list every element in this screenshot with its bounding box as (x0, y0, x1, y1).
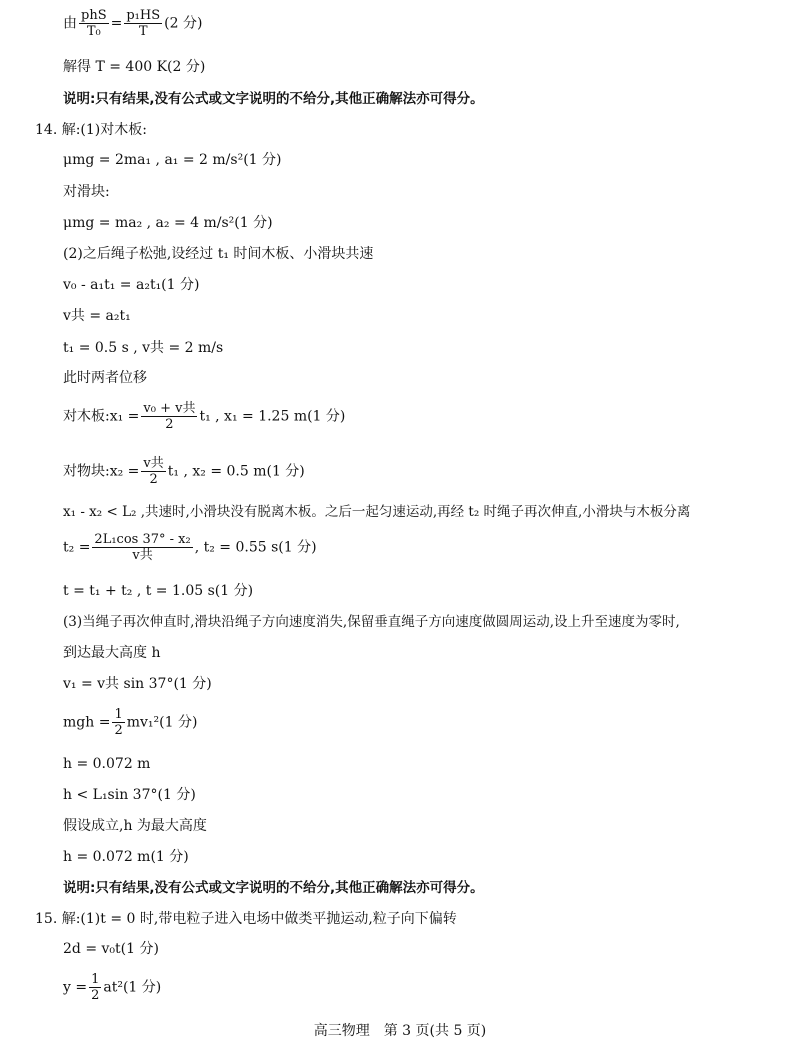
question-14-heading: 14. 解:(1)对木板: (35, 122, 147, 138)
equation-board-acceleration: μmg = 2ma₁ , a₁ = 2 m/s²(1 分) (63, 152, 282, 168)
grading-note-2: 说明:只有结果,没有公式或文字说明的不给分,其他正确解法亦可得分。 (63, 880, 484, 896)
question-15-heading: 15. 解:(1)t = 0 时,带电粒子进入电场中做类平抛运动,粒子向下偏转 (35, 911, 457, 927)
text-assumption: 假设成立,h 为最大高度 (63, 818, 207, 834)
equation-total-time: t = t₁ + t₂ , t = 1.05 s(1 分) (63, 583, 254, 599)
text-slider-label: 对滑块: (63, 184, 110, 200)
solution-temperature: 解得 T = 400 K(2 分) (63, 59, 206, 75)
equation-t2: t₂ = $\frac{\text{2L₁cos 37° - x₂}}{\text{v共}}$ , t₂ = 0.55 s(1 分) (63, 532, 317, 563)
text-max-height: 到达最大高度 h (63, 645, 161, 661)
text-separation: x₁ - x₂ < L₂ ,共速时,小滑块没有脱离木板。之后一起匀速运动,再经 t₂ 时绳子再次伸直,小滑块与木板分离 (63, 504, 691, 520)
equation-board-displacement: 对木板:x₁ = $\frac{\text{v₀ + v共}}{2}$ t₁ , x₁ = 1.25 m(1 分) (63, 401, 346, 432)
equation-h-result: h = 0.072 m (63, 756, 151, 772)
grading-note: 说明:只有结果,没有公式或文字说明的不给分,其他正确解法亦可得分。 (63, 91, 484, 107)
equation-v-common: v共 = a₂t₁ (63, 308, 131, 324)
equation-horizontal: 2d = v₀t(1 分) (63, 941, 159, 957)
text-part-2: (2)之后绳子松弛,设经过 t₁ 时间木板、小滑块共速 (63, 246, 374, 262)
equation-h-final: h = 0.072 m(1 分) (63, 849, 189, 865)
text-part-3: (3)当绳子再次伸直时,滑块沿绳子方向速度消失,保留垂直绳子方向速度做圆周运动,设上升至速度为零时, (63, 614, 680, 630)
equation-t1-result: t₁ = 0.5 s , v共 = 2 m/s (63, 340, 224, 356)
equation-h-check: h < L₁sin 37°(1 分) (63, 787, 196, 803)
equation-common-velocity: v₀ - a₁t₁ = a₂t₁(1 分) (63, 277, 200, 293)
page-footer: 高三物理 第 3 页(共 5 页) (313, 1023, 487, 1039)
text-displacement: 此时两者位移 (63, 370, 147, 386)
equation-v1: v₁ = v共 sin 37°(1 分) (63, 676, 212, 692)
equation-block-displacement: 对物块:x₂ = $\frac{\text{v共}}{2}$ t₁ , x₂ = 0.5 m(1 分) (63, 456, 305, 487)
equation-gas-law: 由 $\frac{\text{phS}}{\text{T₀}}$ = $\frac{\text{p₁HS}}{T}$ (2 分) (63, 8, 203, 39)
equation-energy: mgh = $\frac{1}{2}$ mv₁²(1 分) (63, 707, 198, 738)
equation-slider-acceleration: μmg = ma₂ , a₂ = 4 m/s²(1 分) (63, 215, 273, 231)
equation-vertical: y = $\frac{1}{2}$ at²(1 分) (63, 972, 162, 1003)
